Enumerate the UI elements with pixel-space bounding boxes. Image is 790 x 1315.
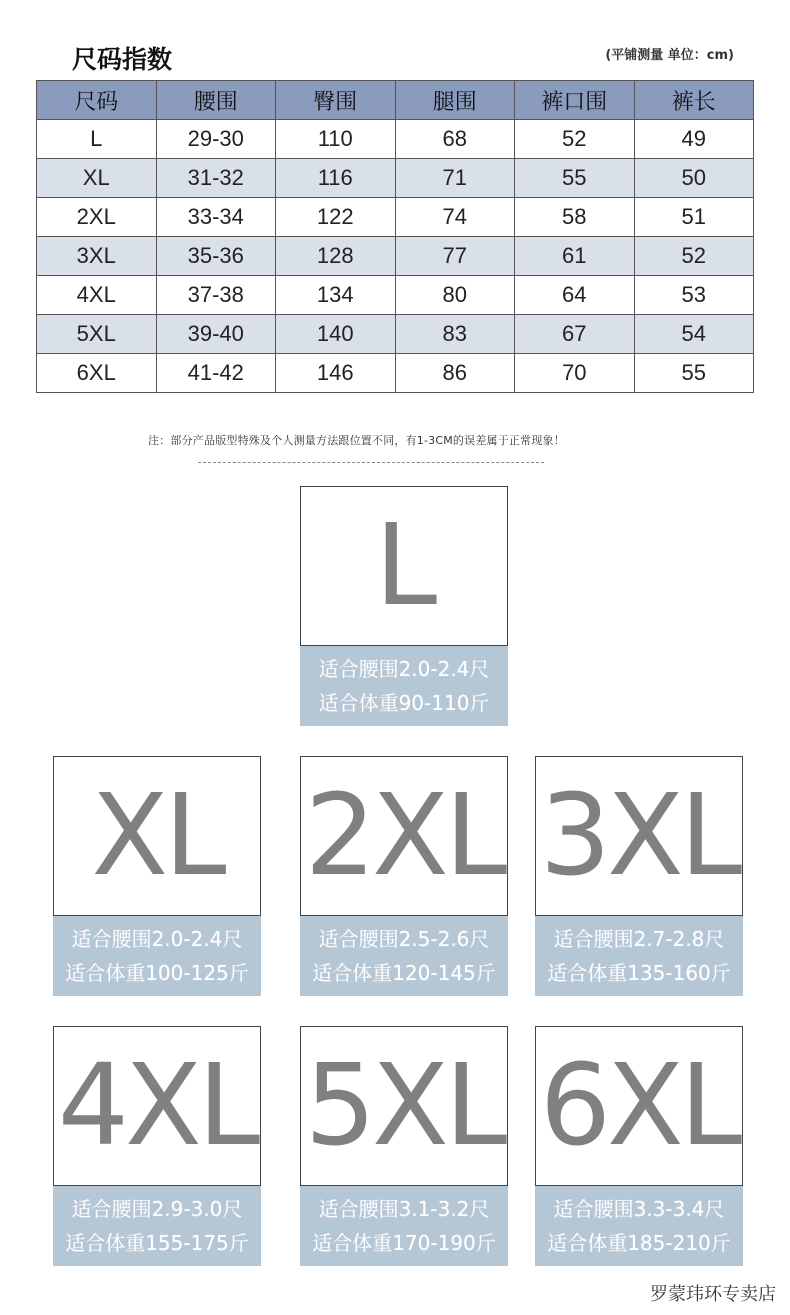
size-card-fit-band <box>53 916 261 996</box>
table-cell: 61 <box>515 237 635 276</box>
size-card-fit-band <box>300 1186 508 1266</box>
table-cell: 3XL <box>37 237 157 276</box>
size-table <box>36 80 754 393</box>
measurement-note: 注：部分产品版型特殊及个人测量方法跟位置不同，有1-3CM的误差属于正常现象！ <box>148 434 565 447</box>
table-cell: 31-32 <box>156 159 276 198</box>
dashed-divider <box>198 462 544 463</box>
table-cell: 134 <box>276 276 396 315</box>
col-header-waist: 腰围 <box>156 81 276 120</box>
table-cell: 55 <box>634 354 754 393</box>
size-card-box <box>300 756 508 916</box>
table-cell: 39-40 <box>156 315 276 354</box>
size-card-2xl <box>300 756 508 996</box>
table-cell: 35-36 <box>156 237 276 276</box>
table-row <box>37 315 754 354</box>
size-card-box <box>535 1026 743 1186</box>
table-cell: 6XL <box>37 354 157 393</box>
table-cell: 5XL <box>37 315 157 354</box>
table-cell: 64 <box>515 276 635 315</box>
size-card-waist: 适合腰围2.0-2.4尺 <box>71 927 243 951</box>
size-card-weight: 适合体重185-210斤 <box>547 1231 731 1255</box>
size-card-box <box>53 1026 261 1186</box>
table-row <box>37 159 754 198</box>
table-cell: 51 <box>634 198 754 237</box>
size-card-box <box>300 486 508 646</box>
col-header-hip: 臀围 <box>276 81 396 120</box>
table-cell: 140 <box>276 315 396 354</box>
table-cell: 68 <box>395 120 515 159</box>
table-cell: 52 <box>634 237 754 276</box>
size-card-weight: 适合体重120-145斤 <box>312 961 496 985</box>
table-cell: 146 <box>276 354 396 393</box>
table-cell: 58 <box>515 198 635 237</box>
size-card-fit-band <box>300 916 508 996</box>
size-card-label: 2XL <box>304 771 504 901</box>
size-card-label: 3XL <box>539 771 739 901</box>
size-card-weight: 适合体重155-175斤 <box>65 1231 249 1255</box>
table-cell: 55 <box>515 159 635 198</box>
table-cell: 4XL <box>37 276 157 315</box>
size-card-3xl <box>535 756 743 996</box>
size-card-weight: 适合体重170-190斤 <box>312 1231 496 1255</box>
table-cell: 37-38 <box>156 276 276 315</box>
size-card-6xl <box>535 1026 743 1266</box>
size-card-fit-band <box>300 646 508 726</box>
table-cell: 122 <box>276 198 396 237</box>
table-row <box>37 276 754 315</box>
size-card-xl <box>53 756 261 996</box>
size-card-waist: 适合腰围2.5-2.6尺 <box>318 927 490 951</box>
unit-note: (平铺测量 单位：cm) <box>605 48 734 63</box>
table-cell: 52 <box>515 120 635 159</box>
table-cell: 80 <box>395 276 515 315</box>
size-card-waist: 适合腰围2.0-2.4尺 <box>318 657 490 681</box>
size-card-box <box>535 756 743 916</box>
size-card-weight: 适合体重100-125斤 <box>65 961 249 985</box>
size-card-label: L <box>374 501 434 631</box>
size-card-waist: 适合腰围3.1-3.2尺 <box>318 1197 490 1221</box>
table-cell: 49 <box>634 120 754 159</box>
table-cell: 54 <box>634 315 754 354</box>
table-row <box>37 120 754 159</box>
table-row <box>37 198 754 237</box>
table-cell: 110 <box>276 120 396 159</box>
col-header-size: 尺码 <box>37 81 157 120</box>
size-card-weight: 适合体重135-160斤 <box>547 961 731 985</box>
size-card-5xl <box>300 1026 508 1266</box>
table-cell: L <box>37 120 157 159</box>
table-cell: 86 <box>395 354 515 393</box>
size-card-waist: 适合腰围2.7-2.8尺 <box>553 927 725 951</box>
table-cell: 53 <box>634 276 754 315</box>
table-cell: 71 <box>395 159 515 198</box>
table-header-row <box>37 81 754 120</box>
size-card-fit-band <box>535 916 743 996</box>
table-cell: 128 <box>276 237 396 276</box>
size-card-label: 5XL <box>304 1041 504 1171</box>
size-card-label: 4XL <box>57 1041 257 1171</box>
table-cell: 41-42 <box>156 354 276 393</box>
size-card-box <box>53 756 261 916</box>
table-cell: 83 <box>395 315 515 354</box>
size-card-label: XL <box>91 771 223 901</box>
size-card-box <box>300 1026 508 1186</box>
table-cell: 116 <box>276 159 396 198</box>
table-row <box>37 237 754 276</box>
col-header-thigh: 腿围 <box>395 81 515 120</box>
table-cell: 33-34 <box>156 198 276 237</box>
shop-name: 罗蒙玮环专卖店 <box>650 1284 776 1305</box>
page-title: 尺码指数 <box>72 45 173 74</box>
size-card-label: 6XL <box>539 1041 739 1171</box>
size-card-4xl <box>53 1026 261 1266</box>
table-cell: 29-30 <box>156 120 276 159</box>
size-card-weight: 适合体重90-110斤 <box>318 691 490 715</box>
table-cell: 74 <box>395 198 515 237</box>
table-cell: 2XL <box>37 198 157 237</box>
table-cell: 77 <box>395 237 515 276</box>
size-card-l <box>300 486 508 726</box>
table-cell: 67 <box>515 315 635 354</box>
col-header-length: 裤长 <box>634 81 754 120</box>
size-card-waist: 适合腰围2.9-3.0尺 <box>71 1197 243 1221</box>
table-row <box>37 354 754 393</box>
col-header-hem: 裤口围 <box>515 81 635 120</box>
size-card-fit-band <box>535 1186 743 1266</box>
size-card-waist: 适合腰围3.3-3.4尺 <box>553 1197 725 1221</box>
table-cell: 70 <box>515 354 635 393</box>
size-card-fit-band <box>53 1186 261 1266</box>
table-cell: XL <box>37 159 157 198</box>
table-cell: 50 <box>634 159 754 198</box>
